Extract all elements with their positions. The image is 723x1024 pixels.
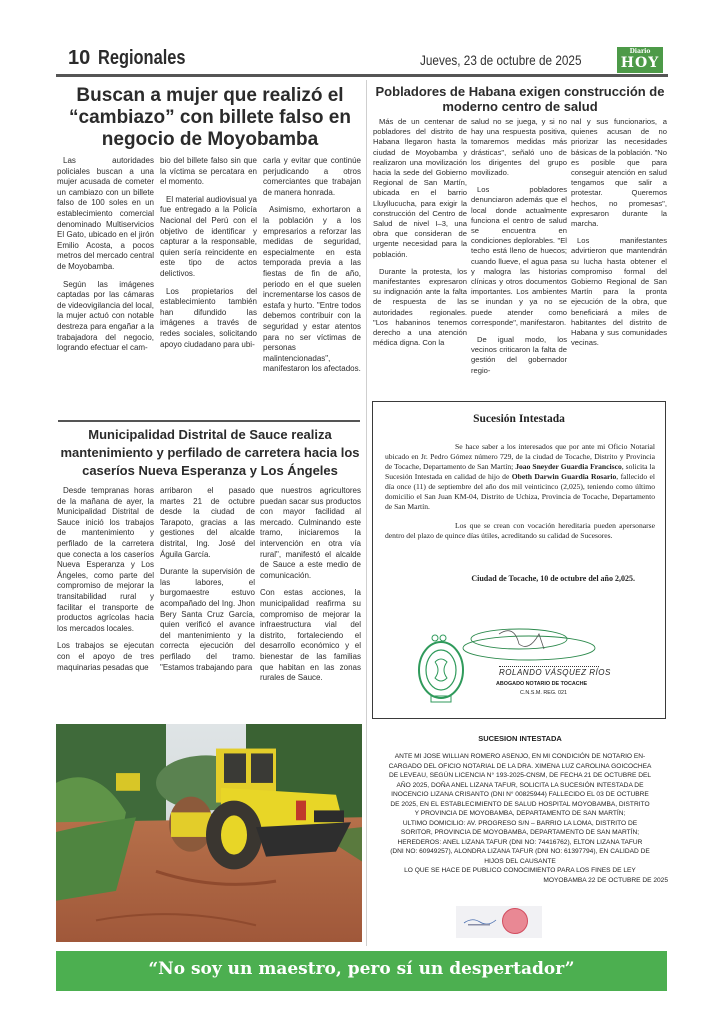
article1-column-2 bbox=[160, 156, 257, 350]
paragraph: Los pobladores denunciaron además que el local donde actualmente funciona el centro de salud se encuentra en condiciones deplorables. "El techo está lleno de huecos; cuando llueve, el agua pasa y malogra las historias clínicas y otros documentos importantes. Los ambientes se inundan y ya no se puede atender como corresponde", manifestaron. bbox=[471, 185, 567, 327]
notice2-line: INOCENCIO LIZANA CRISANTO (DNI N° 00825944) FALLECIDO EL 03 DE OCTUBRE bbox=[391, 791, 649, 798]
issue-date: Jueves, 23 de octubre de 2025 bbox=[420, 52, 582, 68]
paragraph: Durante la protesta, los manifestantes expresaron su indignación ante la falta de respuesta de las autoridades regionales. "Los habaninos tenemos derecho a una atención médica digna. Con la bbox=[373, 266, 467, 348]
notice2-line: HIJOS DEL CAUSANTE bbox=[484, 857, 556, 865]
article1-column-1 bbox=[57, 156, 154, 354]
paragraph: Con estas acciones, la municipalidad reafirma su compromiso de mejorar la infraestructura vial del distrito, fortaleciendo el desarrollo económico y el bienestar de las familias que habitan en las zonas rurales de Sauce. bbox=[260, 588, 361, 683]
notice2-body bbox=[372, 752, 668, 885]
notice2-line: ULTIMO DOMICILIO: AV. PROGRESO S/N – BARRIO LA LOMA, DISTRITO DE bbox=[402, 819, 638, 827]
notary-stamp-image bbox=[456, 906, 542, 938]
paragraph: Los propietarios del establecimiento también han difundido las imágenes a través de redes sociales, solicitando apoyo ciudadano para ubi- bbox=[160, 286, 257, 349]
logo-small-text: Diario bbox=[629, 48, 651, 55]
column-divider bbox=[366, 80, 367, 946]
paragraph: Los manifestantes advirtieron que mantendrán su lucha hasta obtener el compromiso formal del Gobierno Regional de San Martín para la pronta ejecución de la obra, que beneficiará a miles de habitantes del distrito de Habana y sus comunidades vecinas. bbox=[571, 236, 667, 348]
notice2-line: SORITOR, PROVINCIA DE MOYOBAMBA, DEPARTAMENTO DE SAN MARTÍN; bbox=[400, 829, 640, 836]
article3-column-3 bbox=[260, 486, 361, 684]
notice-body bbox=[385, 442, 655, 550]
notice2-closing: MOYOBAMBA 22 DE OCTUBRE DE 2025 bbox=[543, 876, 668, 884]
notice2-line: Y PROVINCIA DE MOYOBAMBA, DEPARTAMENTO DE SAN MARTÍN; bbox=[414, 810, 626, 817]
text: , solicita la Sucesión Intestada en calidad de hijo de bbox=[385, 462, 655, 481]
article2-column-2 bbox=[471, 117, 567, 376]
article1-title: Buscan a mujer que realizó el “cambiazo” con billete falso en negocio de Moyobamba bbox=[69, 85, 351, 150]
paragraph: bio del billete falso sin que la víctima se percatara en el momento. bbox=[160, 156, 257, 187]
article3-column-1 bbox=[57, 486, 154, 673]
signer-registration: C.N.S.M. REG. 021 bbox=[520, 690, 568, 696]
photo-illustration bbox=[56, 724, 362, 942]
notice-title: Sucesión Intestada bbox=[473, 413, 565, 425]
notice2-line: (DNI NO: 60949257), ALONDRA LIZANA TAFUR (DNI NO: 61397794), EN CALIDAD DE bbox=[390, 848, 650, 855]
notice2-line: HEREDEROS: ANEL LIZANA TAFUR (DNI NO: 74416762), ELTON LIZANA TAFUR bbox=[397, 838, 643, 846]
notice2-line: AÑO 2025, DOÑA ANEL LIZANA TAFUR, SOLICITA LA SUCESIÓN INTESTADA DE bbox=[396, 781, 644, 789]
notice-place-date: Ciudad de Tocache, 10 de octubre del año 2,025. bbox=[471, 574, 635, 583]
quote-banner: “No soy un maestro, pero sí un despertador” bbox=[56, 951, 667, 991]
newspaper-logo bbox=[617, 47, 663, 73]
article2-column-1 bbox=[373, 117, 467, 348]
paragraph: Desde tempranas horas de la mañana de ayer, la Municipalidad Distrital de Sauce inició los trabajos de mantenimiento y perfilado de la carretera que conecta a los caseríos Nueva Esperanza y Los Ángeles, como parte del compromiso de mejorar la transitabilidad rural y facilitar el transporte de productos agrícolas hacia los mercados locales. bbox=[57, 486, 154, 633]
paragraph: Según las imágenes captadas por las cámaras de videovigilancia del local, la mujer actuó con notable destreza para engañar a la trabajadora del negocio, logrando efectuar el cam- bbox=[57, 279, 154, 353]
signer-name: ROLANDO VÁSQUEZ RÍOS bbox=[499, 668, 611, 677]
stamp-seal-icon bbox=[502, 908, 528, 934]
article1-column-3 bbox=[263, 156, 361, 375]
signature-icon bbox=[462, 915, 498, 929]
paragraph: arribaron el pasado martes 21 de octubre desde la ciudad de Tarapoto, gracias a las gestiones del alcalde distrital, Ing. José del Águila García. bbox=[160, 486, 255, 559]
article3-column-2 bbox=[160, 486, 255, 673]
paragraph: Asimismo, exhortaron a la población y a los empresarios a reforzar las medidas de seguridad, especialmente en esta temporada previa a las fiestas de fin de año, periodo en el que suelen incrementarse los casos de estafa y hurto. "Entre todos debemos contribuir con la seguridad y estar atentos para no ser víctimas de personas malintencionadas", manifestaron los afectados. bbox=[263, 205, 361, 374]
notice2-line: DE 2025, EN EL ESTABLECIMIENTO DE SALUD HOSPITAL MOYOBAMBA, DISTRITO bbox=[390, 800, 650, 808]
logo-big-text: HOY bbox=[620, 55, 660, 71]
notice2-title: SUCESION INTESTADA bbox=[478, 734, 562, 743]
paragraph: carla y evitar que continúe perjudicando a otros comerciantes que trabajan de manera honrada. bbox=[263, 156, 361, 197]
notice2-line: ANTE MI JOSE WILLIAN ROMERO ASENJO, EN MI CONDICIÓN DE NOTARIO EN- bbox=[394, 753, 646, 760]
notice2-line: LO QUE SE HACE DE PUBLICO CONOCIMIENTO PARA LOS FINES DE LEY bbox=[404, 867, 636, 874]
signature-line bbox=[499, 666, 599, 667]
paragraph: Más de un centenar de pobladores del distrito de Habana llegaron hasta la ciudad de Moyobamba y realizaron una movilización hacia la sede del Gobierno Regional de San Martín, ubicada en el barrio Lluyllucucha, para exigir la construcción del Centro de Salud de nivel I–3, una obra que consideran de urgente necesidad para la población. bbox=[373, 117, 467, 259]
paragraph: Durante la supervisión de las labores, el burgomaestre estuvo acompañado del Ing. Jhon Bery Santa Cruz García, quien verificó el avance del mantenimiento y la correcta ejecución del perfilado del tramo. "Estamos trabajando para bbox=[160, 567, 255, 672]
notice-paragraph bbox=[385, 442, 655, 512]
section-rule bbox=[58, 420, 360, 422]
road-roller-photo bbox=[56, 724, 362, 942]
notice-paragraph: Los que se crean con vocación hereditaria pueden apersonarse dentro del plazo de quince días útiles, acreditando su calidad de Sucesores. bbox=[385, 521, 655, 540]
paragraph: salud no se juega, y si no hay una respuesta positiva, tomaremos medidas más drásticas", señaló uno de los dirigentes del grupo movilizado. bbox=[471, 117, 567, 178]
paragraph: El material audiovisual ya fue entregado a la Policía Nacional del Perú con el objetivo de identificar y capturar a la responsable, quien sería reincidente en este tipo de actos delictivos. bbox=[160, 194, 257, 278]
paragraph: que nuestros agricultores puedan sacar sus productos con mayor facilidad al mercado. Culminando este tramo, iniciaremos la intervención en otra vía rural", manifestó el alcalde de Sauce a este medio de comunicación. bbox=[260, 486, 361, 580]
legal-notice-succession bbox=[372, 401, 666, 719]
notice2-line: CARGADO DEL OFICIO NOTARIAL DE LA DRA. XIMENA LUZ CAROLINA GOICOCHEA bbox=[388, 762, 652, 770]
paragraph: De igual modo, los vecinos criticaron la falta de gestión del gobernador regio- bbox=[471, 335, 567, 375]
section-name: Regionales bbox=[98, 47, 186, 69]
page-number: 10 bbox=[68, 47, 91, 69]
article3-title: Municipalidad Distrital de Sauce realiza mantenimiento y perfilado de carretera hacia los caseríos Nueva Esperanza y Los Ángeles bbox=[60, 427, 360, 478]
text: , fallecido el día once (11) de septiembre del año dos mil veinticinco (2,025), teniendo como último domicilio el San Juan KM-04, Distrito de Uchiza, Provincia de Tocache, Departamento de San Martín. bbox=[385, 472, 655, 511]
article2-column-3 bbox=[571, 117, 667, 348]
text: Se hace saber a los interesados que por ante mi Oficio Notarial ubicado en Jr. Pedro Gómez número 729, de la ciudad de Tocache, Distrito y Provincia de Tocache, Departamento de San Martín; bbox=[385, 442, 655, 471]
notice2-line: DE LEVEAU, SEGÚN LICENCIA N° 193-2025-CNSM, DE FECHA 21 DE OCTUBRE DEL bbox=[388, 772, 652, 779]
deceased-name: Obeth Darwin Guardia Rosario bbox=[511, 472, 617, 481]
signature-icon bbox=[459, 624, 599, 664]
paragraph: Las autoridades policiales buscan a una mujer acusada de cometer un cambiazo con un billete falso de 100 soles en un establecimiento comercial denominado Multiservicios El Gato, ubicado en el jirón Emilio Acosta, a pocos metros del mercado central de Moyobamba. bbox=[57, 156, 154, 271]
applicant-name: Joao Sneyder Guardia Francisco bbox=[515, 462, 622, 471]
header-rule bbox=[56, 74, 668, 77]
paragraph: Los trabajos se ejecutan con el apoyo de tres maquinarias pesadas que bbox=[57, 641, 154, 672]
article2-title: Pobladores de Habana exigen construcción de moderno centro de salud bbox=[375, 84, 665, 114]
paragraph: nal y sus funcionarios, a quienes acusan de no priorizar las necesidades básicas de la población. "No es posible que para conseguir atención en salud tengamos que salir a protestar. Queremos hechos, no promesas", expresaron durante la marcha. bbox=[571, 117, 667, 229]
signer-role: ABOGADO NOTARIO DE TOCACHE bbox=[496, 681, 588, 687]
